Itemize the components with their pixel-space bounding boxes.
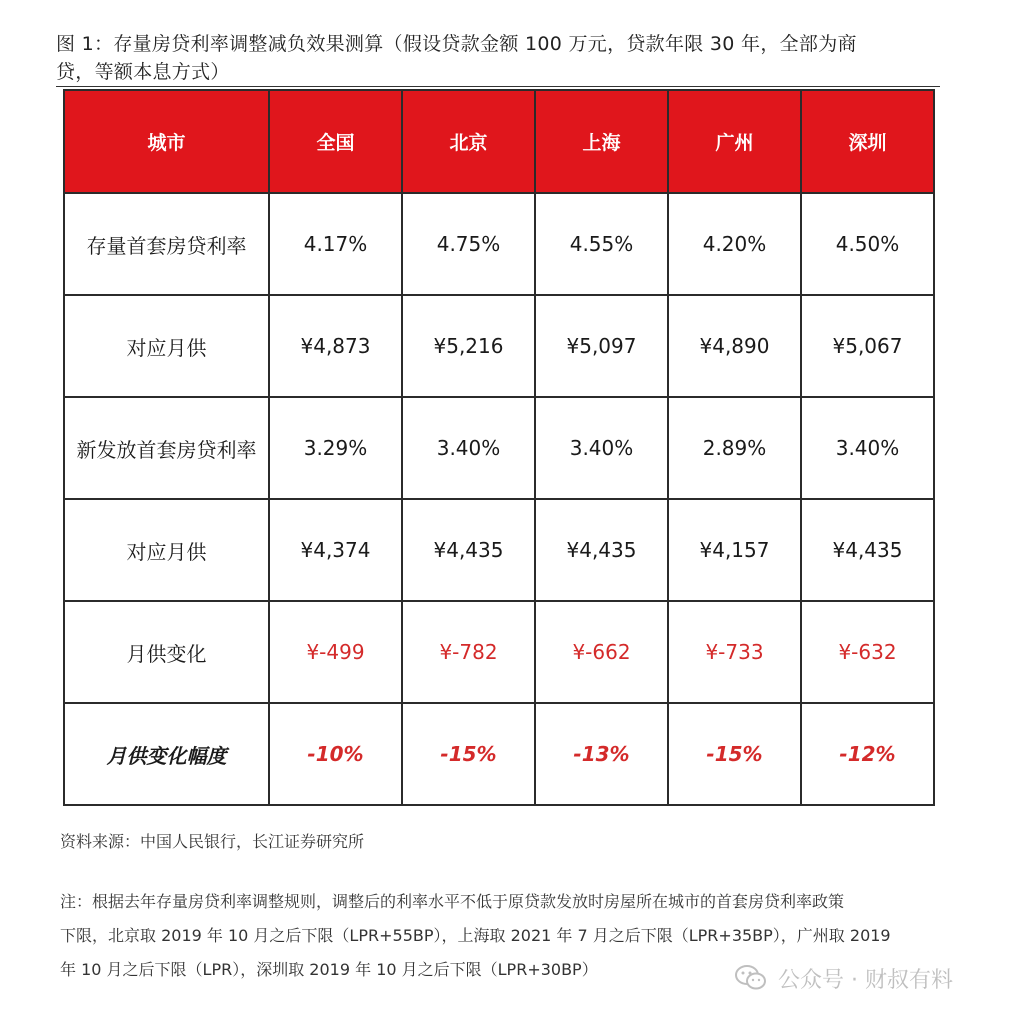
header-beijing: 北京 bbox=[402, 90, 535, 193]
table-cell: -15% bbox=[668, 703, 801, 805]
row-label: 月供变化幅度 bbox=[64, 703, 269, 805]
watermark-text: 公众号 · 财叔有料 bbox=[778, 967, 953, 993]
table-cell: ¥4,374 bbox=[269, 499, 402, 601]
table-cell: 3.40% bbox=[801, 397, 934, 499]
table-cell: 3.40% bbox=[402, 397, 535, 499]
caption-divider bbox=[56, 86, 940, 87]
table-header-row bbox=[64, 90, 934, 193]
header-guangzhou: 广州 bbox=[668, 90, 801, 193]
row-label: 月供变化 bbox=[64, 601, 269, 703]
table-cell: 2.89% bbox=[668, 397, 801, 499]
header-shenzhen: 深圳 bbox=[801, 90, 934, 193]
table-cell: -13% bbox=[535, 703, 668, 805]
table-cell: 3.29% bbox=[269, 397, 402, 499]
table-cell: ¥4,435 bbox=[402, 499, 535, 601]
table-cell: ¥-632 bbox=[801, 601, 934, 703]
table-cell: ¥4,157 bbox=[668, 499, 801, 601]
table-cell: ¥5,216 bbox=[402, 295, 535, 397]
row-label: 存量首套房贷利率 bbox=[64, 193, 269, 295]
caption-line-1: 图 1：存量房贷利率调整减负效果测算（假设贷款金额 100 万元，贷款年限 30 年，全部为商 bbox=[56, 33, 857, 55]
table-cell: 3.40% bbox=[535, 397, 668, 499]
table-row bbox=[64, 295, 934, 397]
figure-caption bbox=[56, 30, 936, 86]
table-row bbox=[64, 703, 934, 805]
table-cell: 4.20% bbox=[668, 193, 801, 295]
mortgage-rate-table bbox=[63, 89, 935, 806]
table-cell: -15% bbox=[402, 703, 535, 805]
footnote-line-2: 下限，北京取 2019 年 10 月之后下限（LPR+55BP），上海取 2021 年 7 月之后下限（LPR+35BP），广州取 2019 bbox=[60, 926, 891, 945]
source-note: 资料来源：中国人民银行，长江证券研究所 bbox=[60, 832, 365, 851]
header-city: 城市 bbox=[64, 90, 269, 193]
table-cell: 4.50% bbox=[801, 193, 934, 295]
table-cell: ¥-499 bbox=[269, 601, 402, 703]
table-cell: ¥4,873 bbox=[269, 295, 402, 397]
row-label: 对应月供 bbox=[64, 295, 269, 397]
watermark bbox=[734, 958, 953, 998]
row-label: 对应月供 bbox=[64, 499, 269, 601]
table-row bbox=[64, 193, 934, 295]
table-cell: ¥5,067 bbox=[801, 295, 934, 397]
table-cell: 4.55% bbox=[535, 193, 668, 295]
footnote-line-3: 年 10 月之后下限（LPR），深圳取 2019 年 10 月之后下限（LPR+30BP） bbox=[60, 960, 598, 979]
table-cell: ¥-782 bbox=[402, 601, 535, 703]
caption-line-2: 贷，等额本息方式） bbox=[56, 61, 230, 83]
table-cell: ¥5,097 bbox=[535, 295, 668, 397]
table-cell: ¥4,435 bbox=[535, 499, 668, 601]
table-cell: -12% bbox=[801, 703, 934, 805]
header-national: 全国 bbox=[269, 90, 402, 193]
header-shanghai: 上海 bbox=[535, 90, 668, 193]
table-row bbox=[64, 499, 934, 601]
table-row bbox=[64, 601, 934, 703]
row-label: 新发放首套房贷利率 bbox=[64, 397, 269, 499]
table-cell: ¥4,890 bbox=[668, 295, 801, 397]
table-cell: 4.75% bbox=[402, 193, 535, 295]
table-cell: ¥4,435 bbox=[801, 499, 934, 601]
table-cell: 4.17% bbox=[269, 193, 402, 295]
table-cell: -10% bbox=[269, 703, 402, 805]
table-cell: ¥-733 bbox=[668, 601, 801, 703]
table-row bbox=[64, 397, 934, 499]
wechat-icon bbox=[734, 964, 768, 992]
table-cell: ¥-662 bbox=[535, 601, 668, 703]
footnote-line-1: 注：根据去年存量房贷利率调整规则，调整后的利率水平不低于原贷款发放时房屋所在城市的首套房贷利率政策 bbox=[60, 892, 845, 911]
